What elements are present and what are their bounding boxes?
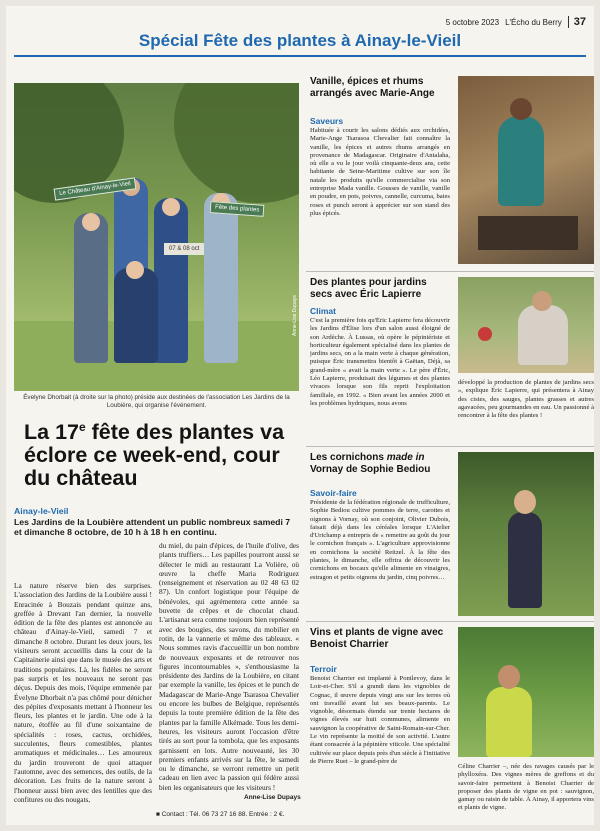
article-column-1: La nature réserve bien des surprises. L'association des Jardins de la Loubière aussi ! Enracinée à Bouzais pendant quinze ans, greffée à Drevant l'an dernier, la nouvelle édition de la fête des plantes est annoncée au château d'Ainay-le-Vieil, samedi 7 et dimanche 8 octobre. Durant les deux jours, les visiteurs seront accueillis dans la cour de la Capitainerie ainsi que dans le musée des arts et traditions populaires. Là, les fidèles ne seront pas surpris et les nouveaux ne seront pas déçus. Depuis des mois, l'équipe emmenée par Évelyne Dhorbait n'a pas chômé pour dénicher des pépites d'exposants mettant à l'honneur les fleurs, les plantes et le jardin. Une ode à la nature, étoffée au fil d'une soixantaine de spécialités : roses, cactus, orchidées, succulentes, fleurs comestibles, plantes aromatiques et médicinales… Les amoureux du jardin trouveront de quoi attaquer l'automne, avec des semences, des outils, de la décoration. Les fruits de la nature seront à l'honneur aussi bien avec des lentilles que des confitures ou des nougats,	[14, 581, 152, 804]
title-italic: made in	[386, 452, 425, 463]
stand-table	[478, 216, 578, 250]
climat-rubric: Climat	[310, 306, 336, 316]
grower-head	[532, 291, 552, 311]
vanille-title: Vanille, épices et rhums arrangés avec Marie-Ange	[310, 76, 435, 99]
author-signature: Anne-Lise Dupays	[244, 794, 301, 801]
vendor-head	[510, 98, 532, 120]
photo-credit: Anne-Lise Dupays	[292, 295, 298, 336]
flower	[478, 327, 492, 341]
sign-fete: Fête des plantes	[210, 201, 265, 217]
vanille-rubric: Saveurs	[310, 116, 344, 126]
vanille-photo	[458, 76, 594, 264]
divider	[306, 446, 594, 447]
issue-date: 5 octobre 2023	[445, 17, 500, 27]
sign-dates: 07 & 08 oct	[164, 243, 204, 255]
farmer-head	[514, 490, 536, 514]
photo-caption: Évelyne Dhorbait (à droite sur la photo) préside aux destinées de l'association Les Jardins de la Loubière, qui organise l'événement.	[23, 394, 290, 409]
page-header	[14, 14, 586, 30]
cornichons-rubric: Savoir-faire	[310, 488, 357, 498]
headline-sup: e	[78, 420, 86, 434]
person-figure	[74, 213, 108, 363]
person-figure	[114, 268, 158, 363]
climat-text-b: développé la production de plantes de jardins secs », explique Éric Lapierre, qui présentera à Ainay des cistes, des sauges, plantes grasses et autres agavacées, peu gourmandes en eau. Un passionné à rencontrer à la fête des plantes !	[458, 379, 594, 420]
vins-title: Vins et plants de vigne avec Benoist Charrier	[310, 627, 444, 650]
vanille-text: Habituée à courir les salons dédiés aux orchidées, Marie-Ange Tsarasoa Chevalier fait connaître la vanille, les épices et autres rhums arrangés en provenance de Madagascar. Originaire d'Antalaha, où elle a vu le jour voilà cinquante-deux ans, cette habitante de Seine-Maritime cultive sur son île natale les produits qu'elle commercialise via son entreprise Mada vanille. Gousses de vanille, vanille en poudre, en pots, poivres, cannelle, curcuma, baies roses et punch seront à apprécier sur son stand des plus épicés.	[310, 127, 450, 217]
winegrower-head	[498, 665, 520, 689]
section-title: Spécial Fête des plantes à Ainay-le-Vieil	[14, 31, 586, 57]
vins-photo	[458, 627, 594, 757]
title-part: Vornay de Sophie Bediou	[310, 464, 431, 475]
person-figure	[154, 198, 188, 363]
article-deck	[14, 506, 299, 538]
climat-text-a: C'est la première fois qu'Éric Lapierre fera découvrir les Jardins d'Élise lors d'un salon aussi éloigné de son Ardèche. À Lussas, où opère le pépiniériste et horticulteur également spécialisé dans les plantes de jardins secs, on a la main verte à chaque génération, puisque Éric transmettra bientôt à Gaëtan, Déjà, sa grand-mère « avait la main verte ». Le père d'Éric, Léo Lapierre, produisait des légumes et des plantes vivaces lorsque son fils reprit l'exploitation familiale, en 1992. « Bien avant les années 2000 et les problèmes hydriques, nous avons	[310, 317, 450, 407]
vins-text-b: Céline Charrier –, née des ravages causés par le phylloxéra. Des vignes mères de greffons et du savoir-faire permettent à Benoist Charrier de proposer des plants de vigne en pot : sauvignon, gamay ou raisin de table. À Ainay, il apportera vins et plants de vigne.	[458, 763, 594, 812]
climat-photo	[458, 277, 594, 373]
person-head	[162, 198, 180, 216]
cornichons-text: Présidente de la fédération régionale de trufficulture, Sophie Bediou cultive pommes de terre, carottes et oignons à Vornay, où son conjoint, Olivier Dubois, faisait déjà dans les céréales lorsque L'Atelier d'Urichamp a entrepris de « remettre au goût du jour le cornichon français ». L'agriculture approvisionne en cornichons la société Reitzel. À la fête des plantes, le dimanche, elle offrira de découvrir les cornichons en bocaux qu'elle alimente en vinaigres, estragon et petits oignons du jardin, cinq poivres…	[310, 499, 450, 581]
main-headline	[24, 416, 299, 490]
cornichons-photo	[458, 452, 594, 616]
climat-title: Des plantes pour jardins secs avec Éric Lapierre	[310, 277, 427, 300]
newspaper-name: L'Écho du Berry	[505, 17, 562, 27]
farmer-figure	[508, 512, 542, 608]
divider	[306, 621, 594, 622]
person-head	[82, 213, 100, 231]
dateline-city: Ainay-le-Vieil	[14, 506, 69, 516]
person-figure	[204, 193, 238, 363]
divider	[306, 271, 594, 272]
headline-part: fête des plantes va éclore ce week-end, cour du château	[24, 420, 285, 491]
deck-text: Les Jardins de la Loubière attendent un public nombreux samedi 7 et dimanche 8 octobre, de 10 h à 18 h en continu.	[14, 516, 291, 537]
title-part: Les cornichons	[310, 452, 387, 463]
main-photo	[14, 83, 299, 391]
person-head	[126, 261, 144, 279]
article-column-2: du miel, du pain d'épices, de l'huile d'olive, des plants truffiers… Les papilles pourront aussi se délecter le midi au restaurant La Volière, où œuvre la cheffe Maria Rodriguez (renseignement et réservation au 02 48 63 02 87). Un confort logistique pour l'équipe de bénévoles, qui agrémentera cette année sa buvette de crêpes et de chocolat chaud. L'artisanat sera comme toujours bien représenté avec des bougies, des savons, du mobilier en rotin, de la vannerie et même des tableaux. « Nous sommes ravis d'accueillir un bon nombre de nouveaux exposants et de retrouver nos figures incontournables », s'enthousiasme la présidente des Jardins de la Loubière, en citant par exemple la vanille, les épices et le punch de Madagascar de Marie-Ange Tsarasoa Chevalier ou encore les bulbes de Belgique, représentés depuis la toute première édition de la fête des plantes par la famille Alkémade. Tous les demi-heures, les visiteurs auront l'occasion d'être tirés au sort pour la tombola, que les exposants garnissent en lots. Autre nouveauté, les 30 premiers enfants arrivés sur la fête, le samedi ou le dimanche, se verront remettre un petit cadeau en lien avec la passion qui fédère aussi bien les organisateurs que les visiteurs !	[159, 541, 299, 792]
winegrower-figure	[486, 687, 532, 757]
grower-figure	[518, 305, 568, 365]
vins-rubric: Terroir	[310, 664, 337, 674]
vins-text-a: Benoist Charrier est implanté à Pontlevoy, dans le Loir-et-Cher. S'il a grandi dans les vignobles de Cognac, il œuvre depuis vingt ans sur les terres où ont travaillé avant lui ses beaux-parents. Le vignoble, désormais étendu sur trente hectares de vignes élevés sur huit communes, alimente en sauvignon la coopérative de Saint-Romain-sur-Cher. Le vin représente la moitié de son activité. L'autre étant consacrée à la pépinière viticole. Une spécialité cultivée sur place depuis près d'un siècle à l'initiative de Pierre Ruet – le grand-père de	[310, 675, 450, 765]
vendor-figure	[498, 116, 544, 206]
sign-chateau: Le Château d'Ainay-le-Vieil	[54, 177, 137, 200]
headline-part: La 17	[24, 420, 79, 445]
cornichons-title	[310, 452, 450, 476]
contact-info: ■ Contact : Tél. 06 73 27 16 88. Entrée : 2 €.	[156, 811, 285, 818]
tree-shape	[174, 83, 299, 203]
page-number: 37	[568, 16, 586, 28]
newspaper-page	[6, 6, 594, 825]
